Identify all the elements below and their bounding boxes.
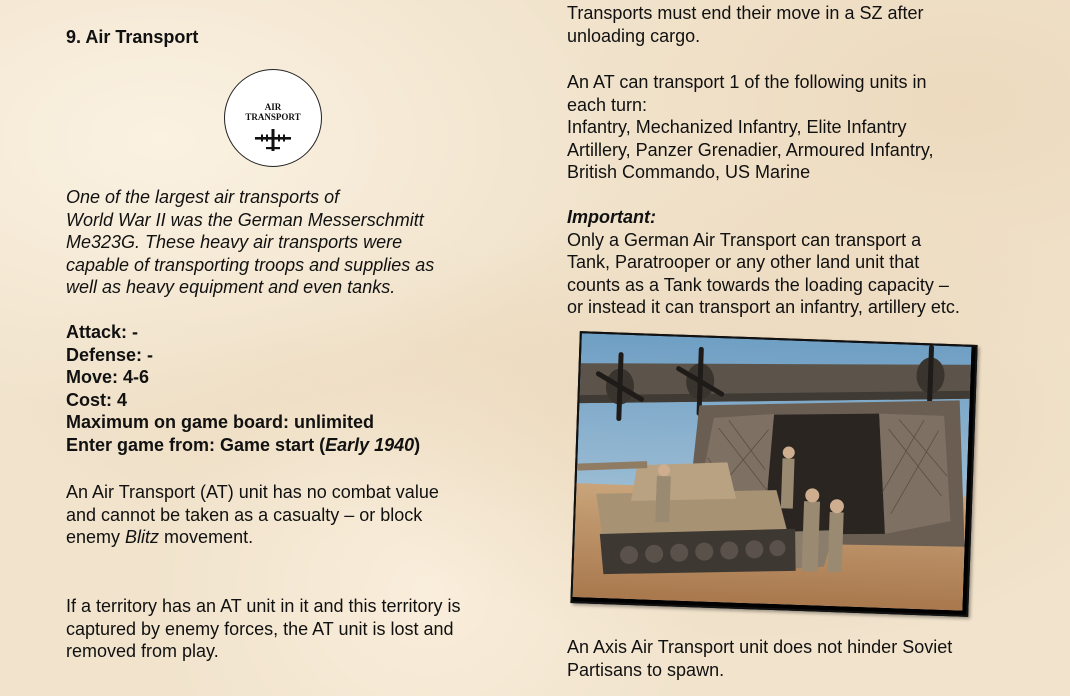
plane-icon xyxy=(255,127,291,153)
para-line xyxy=(66,526,439,549)
para-line: captured by enemy forces, the AT unit is lost and xyxy=(66,618,454,639)
para-line: Transports must end their move in a SZ after xyxy=(567,3,924,23)
combat-value-paragraph xyxy=(66,481,439,549)
unit-stats xyxy=(66,321,420,457)
me323-loading-photo xyxy=(570,331,977,617)
para-line: An Air Transport (AT) unit has no combat value xyxy=(66,482,439,502)
stat-attack: Attack: - xyxy=(66,322,139,342)
para-line: removed from play. xyxy=(66,641,219,662)
para-line: and cannot be taken as a casualty – or block xyxy=(66,504,423,525)
section-title: 9. Air Transport xyxy=(66,27,199,47)
para-line: An Axis Air Transport unit does not hinder Soviet xyxy=(567,637,953,657)
capacity-paragraph xyxy=(567,71,934,184)
para-line: British Commando, US Marine xyxy=(567,162,811,183)
intro-line: World War II was the German Messerschmitt xyxy=(66,209,424,230)
para-text: movement. xyxy=(159,527,254,548)
para-line: Only a German Air Transport can transport a xyxy=(567,229,922,250)
para-line: An AT can transport 1 of the following units in xyxy=(567,72,927,92)
important-paragraph xyxy=(567,206,960,319)
stat-cost: Cost: 4 xyxy=(66,389,128,410)
para-line: counts as a Tank towards the loading capacity – xyxy=(567,274,949,295)
partisan-paragraph xyxy=(567,636,952,681)
para-line: Partisans to spawn. xyxy=(567,659,725,680)
capture-rule-paragraph xyxy=(66,595,461,663)
para-line: Artillery, Panzer Grenadier, Armoured Infantry, xyxy=(567,139,934,160)
intro-line: One of the largest air transports of xyxy=(66,187,340,207)
intro-line: well as heavy equipment and even tanks. xyxy=(66,277,396,298)
para-text: enemy xyxy=(66,527,126,548)
emblem-label-line1: AIR xyxy=(264,102,282,112)
photo-illustration xyxy=(573,333,972,610)
para-line: unloading cargo. xyxy=(567,25,701,46)
intro-line: capable of transporting troops and supplies as xyxy=(66,254,435,275)
para-line: or instead it can transport an infantry, artillery etc. xyxy=(567,297,960,318)
para-line: each turn: xyxy=(567,94,648,115)
emblem-label xyxy=(225,102,321,122)
important-label: Important: xyxy=(567,207,656,227)
para-line: Tank, Paratrooper or any other land unit that xyxy=(567,252,920,273)
air-transport-emblem xyxy=(224,69,322,167)
enter-prefix: Enter game from: Game start ( xyxy=(66,434,326,455)
intro-paragraph xyxy=(66,186,434,299)
blitz-term: Blitz xyxy=(125,527,160,548)
para-line: If a territory has an AT unit in it and this territory is xyxy=(66,596,461,616)
stat-maximum: Maximum on game board: unlimited xyxy=(66,412,375,433)
stat-enter-game xyxy=(66,434,420,457)
enter-date: Early 1940 xyxy=(325,434,415,455)
unload-rule-paragraph xyxy=(567,2,923,47)
stat-move: Move: 4-6 xyxy=(66,367,150,388)
enter-suffix: ) xyxy=(414,434,421,455)
intro-line: Me323G. These heavy air transports were xyxy=(66,232,403,253)
stat-defense: Defense: - xyxy=(66,344,154,365)
emblem-label-line2: TRANSPORT xyxy=(245,112,301,122)
para-line: Infantry, Mechanized Infantry, Elite Infantry xyxy=(567,117,907,138)
